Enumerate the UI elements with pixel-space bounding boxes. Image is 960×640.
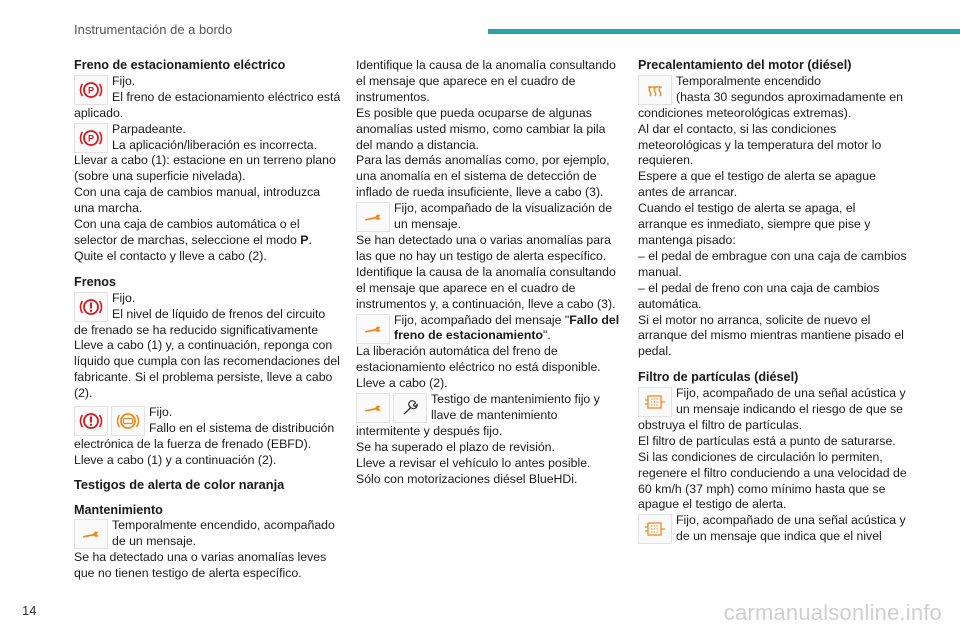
paragraph: Espere a que el testigo de alerta se apague antes de arrancar. xyxy=(638,169,876,200)
page-number: 14 xyxy=(22,603,37,618)
wrench-icon xyxy=(356,314,390,344)
section-title-preheating: Precalentamiento del motor (diésel) xyxy=(638,58,852,72)
column-1 xyxy=(74,58,342,582)
text-line: El freno de estacionamiento eléctrico está aplicado. xyxy=(74,89,341,120)
wrench-icon xyxy=(356,393,390,423)
paragraph: Para las demás anomalías como, por ejemplo, una anomalía en el sistema de detección de inflado de rueda insuficiente, lleve a cabo (3). xyxy=(356,153,610,200)
glow-plug-icon xyxy=(638,75,672,105)
paragraph: Con una caja de cambios automática o el selector de marchas, seleccione el modo P. xyxy=(74,217,312,247)
text-line: Fijo. xyxy=(112,290,136,305)
brake-warning-icon xyxy=(74,406,108,436)
text-line: Fijo, acompañado de una señal acústica y un mensaje indicando el riesgo de que se obstruya el filtro de partículas. xyxy=(638,386,906,432)
service-key-icon xyxy=(393,393,427,423)
particle-filter-level xyxy=(638,513,908,545)
paragraph: La liberación automática del freno de estacionamiento eléctrico no está disponible. xyxy=(356,344,601,375)
text-line: Fijo. xyxy=(112,73,136,88)
column-2 xyxy=(356,58,620,487)
parking-brake-fixed xyxy=(74,74,342,122)
text-line: Temporalmente encendido xyxy=(676,73,821,88)
particle-filter-icon xyxy=(638,514,672,544)
abs-icon xyxy=(111,406,145,436)
paragraph: Si el motor no arranca, solicite de nuevo el arranque del mismo mientras mantiene pisado el pedal. xyxy=(638,312,904,359)
paragraph: Se ha superado el plazo de revisión. xyxy=(356,439,555,454)
paragraph: Identifique la causa de la anomalía consultando el mensaje que aparece en el cuadro de instrumentos y, a continuación, lleve a cabo (3). xyxy=(356,264,616,311)
text-line: Parpadeante. xyxy=(112,121,186,136)
particle-filter-risk xyxy=(638,386,908,434)
section-title-parking-brake: Freno de estacionamiento eléctrico xyxy=(74,58,286,72)
brake-fluid-fixed xyxy=(74,291,342,339)
paragraph: Cuando el testigo de alerta se apaga, el arranque es inmediato, siempre que pise y mantenga pisado: xyxy=(638,201,871,247)
paragraph: Lleve a cabo (1) y a continuación (2). xyxy=(74,452,277,467)
paragraph: Al dar el contacto, si las condiciones meteorológicas y la temperatura del motor lo requieren. xyxy=(638,121,882,168)
paragraph: Si las condiciones de circulación lo permiten, regenere el filtro conduciendo a una velocidad de 60 km/h (37 mph) como mínimo hasta que se apague el testigo de alerta. xyxy=(638,449,907,512)
text-line: Fijo, acompañado del mensaje "Fallo del freno de estacionamiento". xyxy=(394,312,620,343)
paragraph: Es posible que pueda ocuparse de algunas anomalías usted mismo, como cambiar la pila del mando a distancia. xyxy=(356,105,606,152)
maintenance-parking-brake-fault xyxy=(356,313,620,345)
paragraph: Se ha detectado una o varias anomalías leves que no tienen testigo de alerta específico. xyxy=(74,550,327,581)
list-item: – el pedal de embrague con una caja de cambios manual. xyxy=(638,248,907,279)
text-line: Testigo de mantenimiento fijo y llave de mantenimiento intermitente y después fijo. xyxy=(356,392,600,438)
section-title-brakes: Frenos xyxy=(74,274,116,289)
paragraph: Llevar a cabo (1): estacione en un terreno plano (sobre una superficie nivelada). xyxy=(74,153,336,184)
text-line: Fallo en el sistema de distribución electrónica de la fuerza de frenado (EBFD). xyxy=(74,420,335,451)
ebfd-fault xyxy=(74,405,342,453)
list-item: – el pedal de freno con una caja de cambios automática. xyxy=(638,280,880,311)
paragraph: Lleve a revisar el vehículo lo antes posible. xyxy=(356,455,591,470)
watermark: carmanualsonline.info xyxy=(723,600,942,625)
svg-text:P: P xyxy=(87,133,95,144)
text-line: (hasta 30 segundos aproximadamente en condiciones meteorológicas extremas). xyxy=(638,89,903,120)
paragraph: Con una caja de cambios manual, introduzca una marcha. xyxy=(74,185,321,216)
column-3 xyxy=(638,58,908,545)
header-title: Instrumentación de a bordo xyxy=(74,22,233,37)
svg-text:P: P xyxy=(87,85,95,96)
paragraph: Lleve a cabo (2). xyxy=(356,376,448,391)
section-title-orange-warnings: Testigos de alerta de color naranja xyxy=(74,476,285,492)
text-line: Fijo, acompañado de la visualización de un mensaje. xyxy=(394,201,613,232)
particle-filter-icon xyxy=(638,387,672,417)
section-title-particle-filter: Filtro de partículas (diésel) xyxy=(638,370,799,385)
text-line: Temporalmente encendido, acompañado de un mensaje. xyxy=(112,518,335,549)
parking-brake-icon xyxy=(74,123,108,153)
header-accent-bar xyxy=(488,29,960,34)
parking-brake-icon xyxy=(74,75,108,105)
maintenance-overdue xyxy=(356,392,620,440)
wrench-icon xyxy=(356,202,390,232)
paragraph: El filtro de partículas está a punto de saturarse. xyxy=(638,433,896,448)
wrench-icon xyxy=(74,519,108,549)
preheating-temp xyxy=(638,74,908,122)
text-line: Fijo. xyxy=(149,405,173,420)
paragraph: Se han detectado una o varias anomalías para las que no hay un testigo de alerta específico. xyxy=(356,232,611,263)
text-line: Fijo, acompañado de una señal acústica y de un mensaje que indica que el nivel xyxy=(676,513,906,544)
paragraph: Quite el contacto y lleve a cabo (2). xyxy=(74,248,267,263)
paragraph: Lleve a cabo (1) y, a continuación, reponga con líquido que cumpla con las recomendaciones del fabricante. Si el problema persiste, lleve a cabo (2). xyxy=(74,338,340,401)
maintenance-message xyxy=(356,201,620,233)
parking-brake-flashing xyxy=(74,122,342,154)
maintenance-temp xyxy=(74,518,342,550)
brake-warning-icon xyxy=(74,292,108,322)
paragraph: Identifique la causa de la anomalía consultando el mensaje que aparece en el cuadro de instrumentos. xyxy=(356,58,616,104)
text-line: La aplicación/liberación es incorrecta. xyxy=(112,137,318,152)
text-line: El nivel de líquido de frenos del circuito de frenado se ha reducido significativamente xyxy=(74,306,326,337)
paragraph: Sólo con motorizaciones diésel BlueHDi. xyxy=(356,471,578,486)
section-title-maintenance: Mantenimiento xyxy=(74,502,163,517)
